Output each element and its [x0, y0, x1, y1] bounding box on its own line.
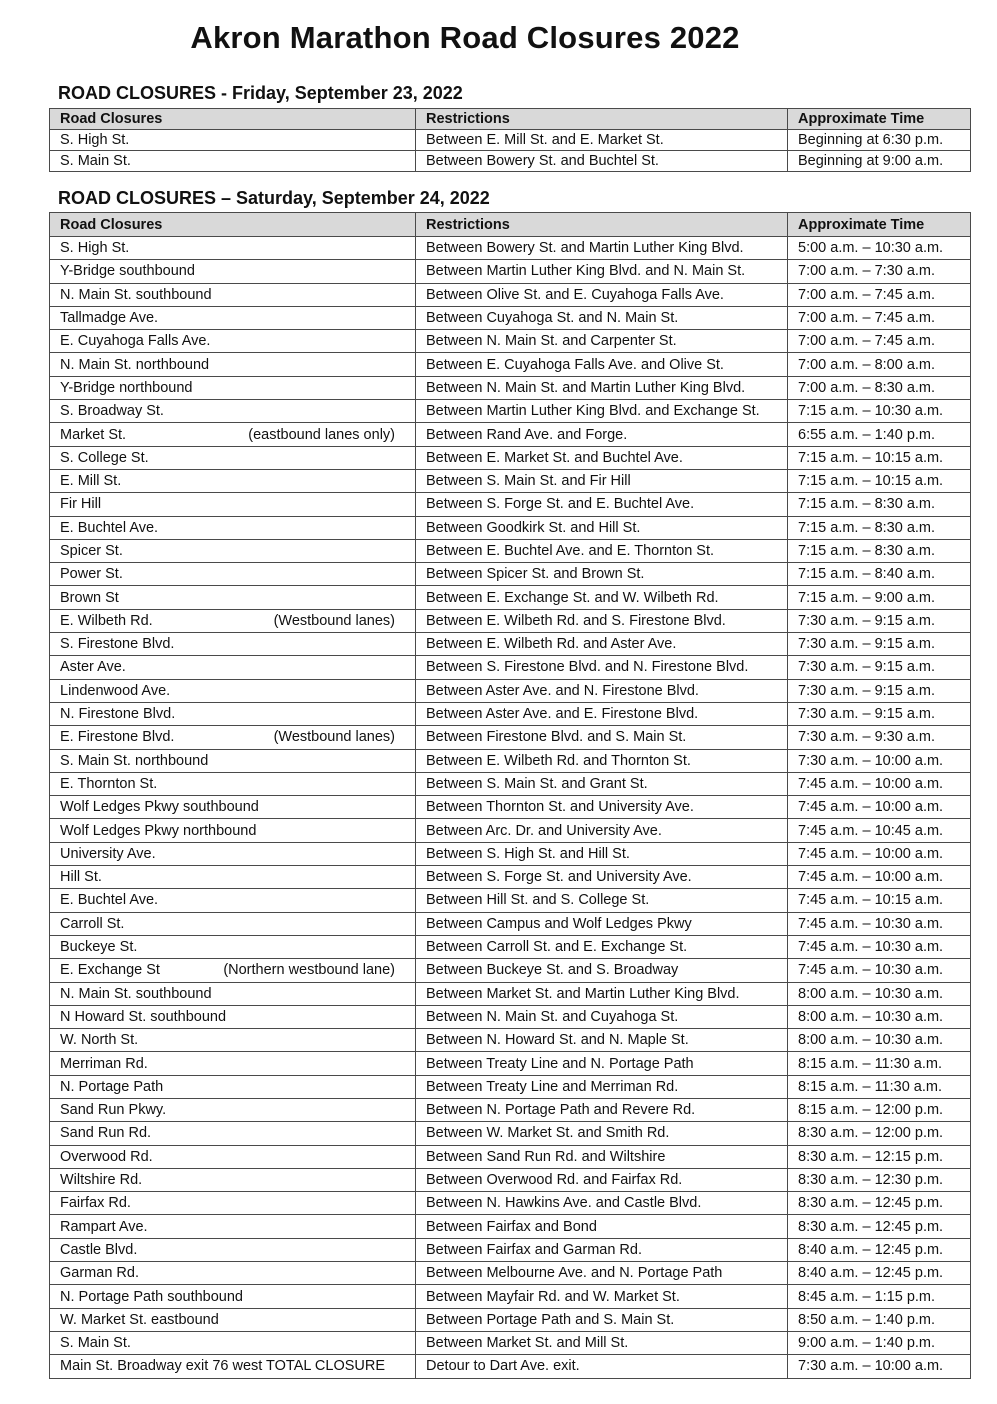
- time-cell: 7:30 a.m. – 9:15 a.m.: [788, 702, 971, 725]
- table-row: [50, 866, 971, 889]
- table-row: [50, 423, 971, 446]
- table-row: [50, 151, 971, 172]
- table-row: [50, 493, 971, 516]
- time-cell: 5:00 a.m. – 10:30 a.m.: [788, 237, 971, 260]
- restriction-cell: Between S. Main St. and Grant St.: [416, 772, 788, 795]
- friday-heading: ROAD CLOSURES - Friday, September 23, 2022: [58, 83, 463, 103]
- table-row: [50, 609, 971, 632]
- table-row: [50, 237, 971, 260]
- time-cell: 7:30 a.m. – 10:00 a.m.: [788, 749, 971, 772]
- road-cell: [50, 1029, 416, 1052]
- road-name: S. Broadway St.: [60, 403, 164, 420]
- road-note: (Northern westbound lane): [223, 962, 395, 979]
- saturday-heading: ROAD CLOSURES – Saturday, September 24, 2022: [58, 188, 490, 208]
- table-row: [50, 842, 971, 865]
- road-note: (Westbound lanes): [273, 612, 395, 629]
- road-cell: [50, 1262, 416, 1285]
- road-name: Sand Run Rd.: [60, 1125, 152, 1142]
- table-row: [50, 819, 971, 842]
- restriction-cell: Between Firestone Blvd. and S. Main St.: [416, 726, 788, 749]
- table-row: [50, 656, 971, 679]
- time-cell: 7:45 a.m. – 10:00 a.m.: [788, 772, 971, 795]
- table-header-row: [50, 109, 971, 130]
- table-row: [50, 633, 971, 656]
- road-cell: [50, 842, 416, 865]
- road-cell: [50, 1331, 416, 1354]
- time-cell: 7:30 a.m. – 9:15 a.m.: [788, 656, 971, 679]
- time-cell: 7:15 a.m. – 10:15 a.m.: [788, 469, 971, 492]
- saturday-closures-table: [49, 212, 971, 1379]
- restriction-cell: Between N. Hawkins Ave. and Castle Blvd.: [416, 1192, 788, 1215]
- table-row: [50, 1145, 971, 1168]
- time-cell: 7:45 a.m. – 10:30 a.m.: [788, 912, 971, 935]
- road-cell: [50, 1168, 416, 1191]
- road-name: E. Mill St.: [60, 473, 122, 490]
- table-row: [50, 726, 971, 749]
- table-row: [50, 130, 971, 151]
- time-cell: 7:45 a.m. – 10:45 a.m.: [788, 819, 971, 842]
- road-cell: [50, 1215, 416, 1238]
- road-name: N. Main St. northbound: [60, 356, 210, 373]
- restriction-cell: Between Mayfair Rd. and W. Market St.: [416, 1285, 788, 1308]
- table-row: [50, 1262, 971, 1285]
- table-row: [50, 469, 971, 492]
- restriction-cell: Between E. Market St. and Buchtel Ave.: [416, 446, 788, 469]
- restriction-cell: Between N. Main St. and Martin Luther King Blvd.: [416, 376, 788, 399]
- road-name: W. Market St. eastbound: [60, 1311, 219, 1328]
- road-cell: [50, 866, 416, 889]
- table-row: [50, 353, 971, 376]
- friday-closures-table: [49, 108, 971, 172]
- time-cell: 8:00 a.m. – 10:30 a.m.: [788, 982, 971, 1005]
- road-cell: [50, 353, 416, 376]
- road-name: Merriman Rd.: [60, 1055, 148, 1072]
- time-cell: 6:55 a.m. – 1:40 p.m.: [788, 423, 971, 446]
- road-name: E. Thornton St.: [60, 775, 158, 792]
- road-cell: [50, 469, 416, 492]
- time-cell: 7:00 a.m. – 7:45 a.m.: [788, 330, 971, 353]
- road-name: E. Exchange St: [60, 962, 160, 979]
- column-header-road: Road Closures: [50, 213, 416, 237]
- restriction-cell: Between Arc. Dr. and University Ave.: [416, 819, 788, 842]
- time-cell: 7:00 a.m. – 8:00 a.m.: [788, 353, 971, 376]
- road-name: N. Portage Path southbound: [60, 1288, 243, 1305]
- time-cell: 8:15 a.m. – 11:30 a.m.: [788, 1052, 971, 1075]
- time-cell: 7:30 a.m. – 9:30 a.m.: [788, 726, 971, 749]
- table-row: [50, 1075, 971, 1098]
- restriction-cell: Between Melbourne Ave. and N. Portage Path: [416, 1262, 788, 1285]
- road-cell: [50, 656, 416, 679]
- road-name: Wiltshire Rd.: [60, 1172, 143, 1189]
- table-row: [50, 283, 971, 306]
- road-name: Wolf Ledges Pkwy southbound: [60, 799, 259, 816]
- road-cell: [50, 400, 416, 423]
- road-cell: [50, 633, 416, 656]
- road-name: Garman Rd.: [60, 1265, 139, 1282]
- table-row: [50, 1308, 971, 1331]
- road-name: Fairfax Rd.: [60, 1195, 131, 1212]
- restriction-cell: Between Rand Ave. and Forge.: [416, 423, 788, 446]
- time-cell: 7:45 a.m. – 10:00 a.m.: [788, 842, 971, 865]
- road-cell: [50, 679, 416, 702]
- time-cell: 7:30 a.m. – 9:15 a.m.: [788, 633, 971, 656]
- time-cell: 7:15 a.m. – 8:40 a.m.: [788, 563, 971, 586]
- road-note: (Westbound lanes): [273, 729, 395, 746]
- road-name: S. High St.: [60, 240, 130, 257]
- restriction-cell: Between Bowery St. and Martin Luther King Blvd.: [416, 237, 788, 260]
- road-cell: [50, 130, 416, 151]
- table-row: [50, 400, 971, 423]
- road-cell: [50, 1355, 416, 1378]
- time-cell: 7:15 a.m. – 10:30 a.m.: [788, 400, 971, 423]
- time-cell: 8:30 a.m. – 12:45 p.m.: [788, 1215, 971, 1238]
- road-cell: [50, 516, 416, 539]
- road-name: N. Firestone Blvd.: [60, 706, 176, 723]
- table-row: [50, 1238, 971, 1261]
- road-cell: [50, 283, 416, 306]
- road-cell: [50, 1238, 416, 1261]
- time-cell: 8:00 a.m. – 10:30 a.m.: [788, 1005, 971, 1028]
- time-cell: 8:40 a.m. – 12:45 p.m.: [788, 1262, 971, 1285]
- road-name: S. Main St.: [60, 153, 131, 169]
- road-cell: [50, 702, 416, 725]
- page-title: Akron Marathon Road Closures 2022: [190, 20, 740, 55]
- restriction-cell: Between Treaty Line and N. Portage Path: [416, 1052, 788, 1075]
- table-row: [50, 330, 971, 353]
- restriction-cell: Between E. Cuyahoga Falls Ave. and Olive St.: [416, 353, 788, 376]
- road-cell: [50, 726, 416, 749]
- restriction-cell: Between Martin Luther King Blvd. and N. Main St.: [416, 260, 788, 283]
- restriction-cell: Between Portage Path and S. Main St.: [416, 1308, 788, 1331]
- table-row: [50, 1331, 971, 1354]
- restriction-cell: Between Overwood Rd. and Fairfax Rd.: [416, 1168, 788, 1191]
- restriction-cell: Between Market St. and Martin Luther King Blvd.: [416, 982, 788, 1005]
- road-cell: [50, 796, 416, 819]
- road-name: Rampart Ave.: [60, 1218, 148, 1235]
- road-name: N. Main St. southbound: [60, 985, 212, 1002]
- table-row: [50, 1355, 971, 1378]
- table-row: [50, 679, 971, 702]
- restriction-cell: Between E. Mill St. and E. Market St.: [416, 130, 788, 151]
- road-cell: [50, 423, 416, 446]
- time-cell: 7:00 a.m. – 7:45 a.m.: [788, 306, 971, 329]
- table-row: [50, 1098, 971, 1121]
- road-cell: [50, 563, 416, 586]
- road-name: Y-Bridge northbound: [60, 379, 193, 396]
- time-cell: 7:30 a.m. – 9:15 a.m.: [788, 679, 971, 702]
- restriction-cell: Between E. Wilbeth Rd. and Aster Ave.: [416, 633, 788, 656]
- restriction-cell: Between N. Howard St. and N. Maple St.: [416, 1029, 788, 1052]
- restriction-cell: Between Spicer St. and Brown St.: [416, 563, 788, 586]
- road-cell: [50, 1122, 416, 1145]
- road-name: Y-Bridge southbound: [60, 263, 195, 280]
- restriction-cell: Between S. Forge St. and University Ave.: [416, 866, 788, 889]
- column-header-time: Approximate Time: [788, 213, 971, 237]
- road-name: S. College St.: [60, 449, 149, 466]
- time-cell: 8:50 a.m. – 1:40 p.m.: [788, 1308, 971, 1331]
- time-cell: 8:30 a.m. – 12:30 p.m.: [788, 1168, 971, 1191]
- restriction-cell: Between N. Main St. and Cuyahoga St.: [416, 1005, 788, 1028]
- table-row: [50, 702, 971, 725]
- time-cell: 7:30 a.m. – 10:00 a.m.: [788, 1355, 971, 1378]
- road-cell: [50, 1005, 416, 1028]
- time-cell: 7:15 a.m. – 8:30 a.m.: [788, 516, 971, 539]
- road-name: Hill St.: [60, 869, 102, 886]
- table-row: [50, 935, 971, 958]
- time-cell: 8:40 a.m. – 12:45 p.m.: [788, 1238, 971, 1261]
- time-cell: 7:45 a.m. – 10:30 a.m.: [788, 959, 971, 982]
- road-cell: [50, 493, 416, 516]
- time-cell: 8:30 a.m. – 12:00 p.m.: [788, 1122, 971, 1145]
- time-cell: 7:15 a.m. – 10:15 a.m.: [788, 446, 971, 469]
- time-cell: 8:45 a.m. – 1:15 p.m.: [788, 1285, 971, 1308]
- restriction-cell: Between Goodkirk St. and Hill St.: [416, 516, 788, 539]
- restriction-cell: Between E. Wilbeth Rd. and S. Firestone Blvd.: [416, 609, 788, 632]
- road-name: Brown St: [60, 589, 119, 606]
- restriction-cell: Between S. Main St. and Fir Hill: [416, 469, 788, 492]
- road-cell: [50, 749, 416, 772]
- time-cell: 8:15 a.m. – 11:30 a.m.: [788, 1075, 971, 1098]
- table-row: [50, 1285, 971, 1308]
- road-cell: [50, 1052, 416, 1075]
- road-name: Fir Hill: [60, 496, 102, 513]
- road-cell: [50, 912, 416, 935]
- road-name: Buckeye St.: [60, 939, 138, 956]
- restriction-cell: Between N. Main St. and Carpenter St.: [416, 330, 788, 353]
- table-row: [50, 1215, 971, 1238]
- table-row: [50, 982, 971, 1005]
- table-row: [50, 539, 971, 562]
- road-name: S. Firestone Blvd.: [60, 636, 175, 653]
- restriction-cell: Between Bowery St. and Buchtel St.: [416, 151, 788, 172]
- restriction-cell: Between E. Wilbeth Rd. and Thornton St.: [416, 749, 788, 772]
- road-cell: [50, 1145, 416, 1168]
- restriction-cell: Between Olive St. and E. Cuyahoga Falls Ave.: [416, 283, 788, 306]
- road-name: Carroll St.: [60, 915, 125, 932]
- restriction-cell: Between W. Market St. and Smith Rd.: [416, 1122, 788, 1145]
- road-cell: [50, 446, 416, 469]
- table-row: [50, 446, 971, 469]
- time-cell: 7:15 a.m. – 8:30 a.m.: [788, 539, 971, 562]
- time-cell: Beginning at 9:00 a.m.: [788, 151, 971, 172]
- table-row: [50, 586, 971, 609]
- road-name: Sand Run Pkwy.: [60, 1102, 167, 1119]
- road-cell: [50, 376, 416, 399]
- road-name: E. Buchtel Ave.: [60, 892, 159, 909]
- restriction-cell: Between Sand Run Rd. and Wiltshire: [416, 1145, 788, 1168]
- road-name: Lindenwood Ave.: [60, 682, 171, 699]
- restriction-cell: Between Market St. and Mill St.: [416, 1331, 788, 1354]
- road-cell: [50, 609, 416, 632]
- restriction-cell: Between Cuyahoga St. and N. Main St.: [416, 306, 788, 329]
- table-row: [50, 959, 971, 982]
- table-row: [50, 1029, 971, 1052]
- column-header-time: Approximate Time: [788, 109, 971, 130]
- road-cell: [50, 306, 416, 329]
- restriction-cell: Between Campus and Wolf Ledges Pkwy: [416, 912, 788, 935]
- road-name: W. North St.: [60, 1032, 139, 1049]
- time-cell: 7:15 a.m. – 9:00 a.m.: [788, 586, 971, 609]
- road-cell: [50, 1075, 416, 1098]
- restriction-cell: Detour to Dart Ave. exit.: [416, 1355, 788, 1378]
- time-cell: 8:15 a.m. – 12:00 p.m.: [788, 1098, 971, 1121]
- road-name: S. Main St.: [60, 1335, 131, 1352]
- road-name: E. Wilbeth Rd.: [60, 612, 153, 629]
- time-cell: 7:45 a.m. – 10:30 a.m.: [788, 935, 971, 958]
- time-cell: Beginning at 6:30 p.m.: [788, 130, 971, 151]
- time-cell: 9:00 a.m. – 1:40 p.m.: [788, 1331, 971, 1354]
- restriction-cell: Between S. Firestone Blvd. and N. Firestone Blvd.: [416, 656, 788, 679]
- road-name: Power St.: [60, 566, 123, 583]
- road-name: E. Buchtel Ave.: [60, 519, 159, 536]
- table-row: [50, 306, 971, 329]
- road-name: N. Portage Path: [60, 1078, 164, 1095]
- column-header-restrictions: Restrictions: [416, 109, 788, 130]
- road-cell: [50, 237, 416, 260]
- road-cell: [50, 819, 416, 842]
- table-row: [50, 1192, 971, 1215]
- time-cell: 7:15 a.m. – 8:30 a.m.: [788, 493, 971, 516]
- road-name: N Howard St. southbound: [60, 1008, 227, 1025]
- road-cell: [50, 330, 416, 353]
- table-row: [50, 563, 971, 586]
- road-cell: [50, 982, 416, 1005]
- restriction-cell: Between E. Exchange St. and W. Wilbeth Rd.: [416, 586, 788, 609]
- column-header-road: Road Closures: [50, 109, 416, 130]
- road-note: (eastbound lanes only): [248, 426, 395, 443]
- table-row: [50, 749, 971, 772]
- table-row: [50, 1168, 971, 1191]
- table-row: [50, 796, 971, 819]
- time-cell: 7:45 a.m. – 10:00 a.m.: [788, 796, 971, 819]
- restriction-cell: Between N. Portage Path and Revere Rd.: [416, 1098, 788, 1121]
- road-cell: [50, 151, 416, 172]
- road-name: Tallmadge Ave.: [60, 310, 159, 327]
- road-cell: [50, 959, 416, 982]
- table-row: [50, 772, 971, 795]
- road-name: E. Cuyahoga Falls Ave.: [60, 333, 211, 350]
- road-cell: [50, 772, 416, 795]
- column-header-restrictions: Restrictions: [416, 213, 788, 237]
- road-name: N. Main St. southbound: [60, 286, 212, 303]
- road-cell: [50, 889, 416, 912]
- table-header-row: [50, 213, 971, 237]
- road-cell: [50, 539, 416, 562]
- time-cell: 7:45 a.m. – 10:15 a.m.: [788, 889, 971, 912]
- restriction-cell: Between Aster Ave. and N. Firestone Blvd.: [416, 679, 788, 702]
- table-row: [50, 376, 971, 399]
- table-row: [50, 889, 971, 912]
- table-row: [50, 1052, 971, 1075]
- road-cell: [50, 935, 416, 958]
- restriction-cell: Between Hill St. and S. College St.: [416, 889, 788, 912]
- table-row: [50, 1122, 971, 1145]
- road-name: Overwood Rd.: [60, 1148, 153, 1165]
- road-cell: [50, 1308, 416, 1331]
- time-cell: 7:45 a.m. – 10:00 a.m.: [788, 866, 971, 889]
- table-row: [50, 260, 971, 283]
- time-cell: 8:00 a.m. – 10:30 a.m.: [788, 1029, 971, 1052]
- table-row: [50, 516, 971, 539]
- road-name: E. Firestone Blvd.: [60, 729, 175, 746]
- road-name: Spicer St.: [60, 543, 123, 559]
- restriction-cell: Between Thornton St. and University Ave.: [416, 796, 788, 819]
- road-cell: [50, 1285, 416, 1308]
- road-name: Main St. Broadway exit 76 west TOTAL CLOSURE: [60, 1358, 386, 1375]
- time-cell: 7:00 a.m. – 7:45 a.m.: [788, 283, 971, 306]
- restriction-cell: Between Buckeye St. and S. Broadway: [416, 959, 788, 982]
- restriction-cell: Between S. High St. and Hill St.: [416, 842, 788, 865]
- road-name: S. Main St. northbound: [60, 752, 209, 769]
- road-name: Wolf Ledges Pkwy northbound: [60, 822, 257, 839]
- restriction-cell: Between Carroll St. and E. Exchange St.: [416, 935, 788, 958]
- road-name: Market St.: [60, 426, 127, 443]
- road-cell: [50, 260, 416, 283]
- restriction-cell: Between Fairfax and Bond: [416, 1215, 788, 1238]
- road-cell: [50, 586, 416, 609]
- table-row: [50, 1005, 971, 1028]
- time-cell: 8:30 a.m. – 12:15 p.m.: [788, 1145, 971, 1168]
- table-row: [50, 912, 971, 935]
- road-name: Aster Ave.: [60, 659, 126, 676]
- restriction-cell: Between E. Buchtel Ave. and E. Thornton St.: [416, 539, 788, 562]
- restriction-cell: Between S. Forge St. and E. Buchtel Ave.: [416, 493, 788, 516]
- restriction-cell: Between Aster Ave. and E. Firestone Blvd.: [416, 702, 788, 725]
- road-name: University Ave.: [60, 845, 156, 862]
- road-name: Castle Blvd.: [60, 1241, 138, 1258]
- restriction-cell: Between Treaty Line and Merriman Rd.: [416, 1075, 788, 1098]
- road-cell: [50, 1098, 416, 1121]
- road-cell: [50, 1192, 416, 1215]
- road-name: S. High St.: [60, 132, 130, 148]
- time-cell: 8:30 a.m. – 12:45 p.m.: [788, 1192, 971, 1215]
- time-cell: 7:00 a.m. – 8:30 a.m.: [788, 376, 971, 399]
- restriction-cell: Between Martin Luther King Blvd. and Exchange St.: [416, 400, 788, 423]
- time-cell: 7:30 a.m. – 9:15 a.m.: [788, 609, 971, 632]
- time-cell: 7:00 a.m. – 7:30 a.m.: [788, 260, 971, 283]
- restriction-cell: Between Fairfax and Garman Rd.: [416, 1238, 788, 1261]
